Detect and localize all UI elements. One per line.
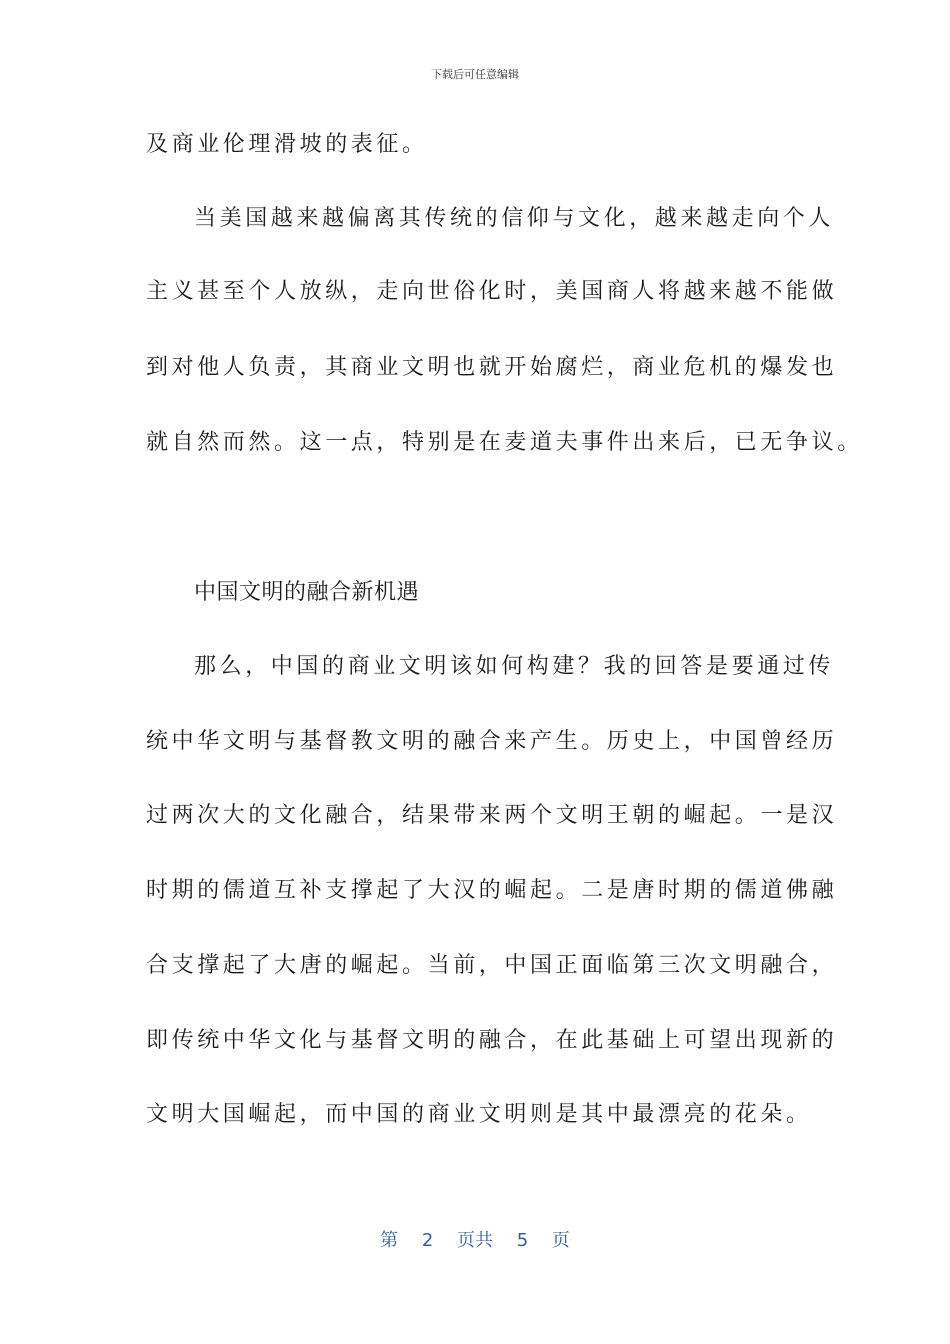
footer-middle: 页共 [457,1230,493,1251]
body-line: 即传统中华文化与基督文明的融合，在此基础上可望出现新的 [146,1028,838,1053]
body-line: 统中华文明与基督教文明的融合来产生。历史上，中国曾经历 [146,729,838,754]
body-line: 主义甚至个人放纵，走向世俗化时，美国商人将越来越不能做 [146,279,838,304]
body-line: 时期的儒道互补支撑起了大汉的崛起。二是唐时期的儒道佛融 [146,878,838,903]
body-line: 就自然而然。这一点，特别是在麦道夫事件出来后，已无争议。 [146,430,863,455]
current-page-number: 2 [421,1230,434,1251]
total-pages-number: 5 [516,1230,529,1251]
body-line: 文明大国崛起，而中国的商业文明则是其中最漂亮的花朵。 [146,1102,812,1127]
body-line: 那么，中国的商业文明该如何构建？我的回答是要通过传 [194,654,835,679]
header-note: 下载后可任意编辑 [431,68,519,81]
section-heading: 中国文明的融合新机遇 [194,580,420,605]
body-line: 过两次大的文化融合，结果带来两个文明王朝的崛起。一是汉 [146,803,838,828]
page-footer [0,1226,950,1252]
body-line: 及商业伦理滑坡的表征。 [146,132,428,157]
body-line: 合支撑起了大唐的崛起。当前，中国正面临第三次文明融合， [146,953,838,978]
footer-prefix: 第 [380,1230,399,1251]
footer-suffix: 页 [551,1230,570,1251]
body-line: 到对他人负责，其商业文明也就开始腐烂，商业危机的爆发也 [146,355,838,380]
body-line: 当美国越来越偏离其传统的信仰与文化，越来越走向个人 [194,206,835,231]
